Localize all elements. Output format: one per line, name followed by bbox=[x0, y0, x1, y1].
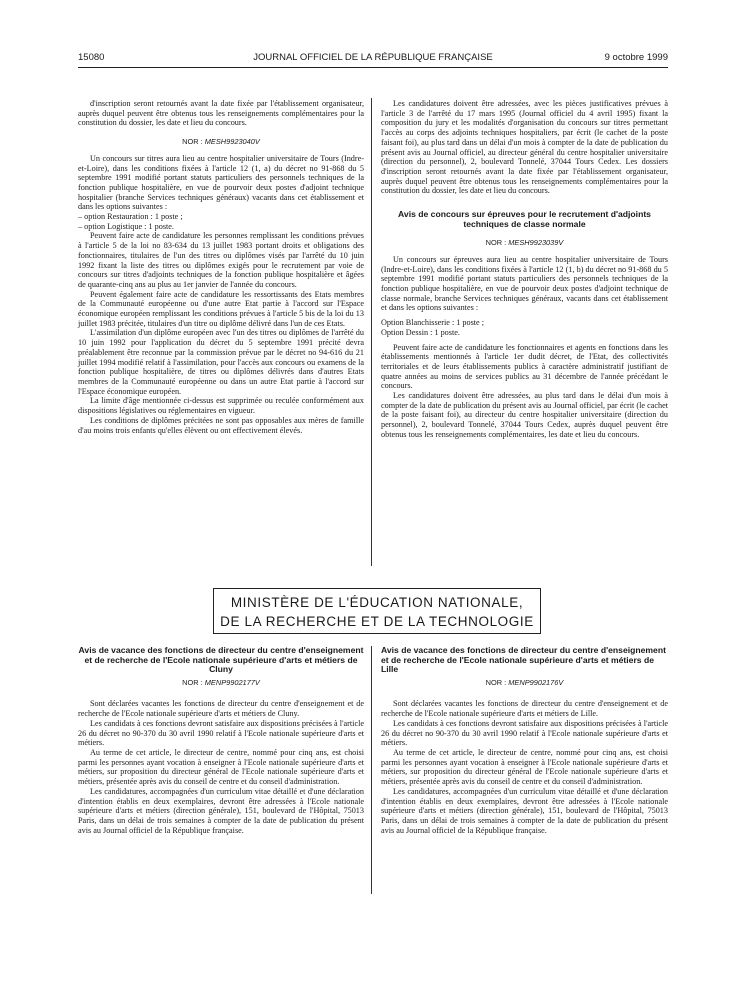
list-item: – option Logistique : 1 poste. bbox=[78, 221, 174, 231]
column-divider-top bbox=[371, 98, 372, 566]
right-column-bottom bbox=[381, 646, 668, 835]
nor-reference: NOR : MESH9923039V bbox=[485, 238, 564, 248]
body-paragraph: Les conditions de diplômes précitées ne sont pas opposables aux mères de famille d'au moins trois enfants qu'elles élèvent ou ont effectivement élevés. bbox=[78, 415, 364, 435]
ministry-line-2: DE LA RECHERCHE ET DE LA TECHNOLOGIE bbox=[220, 614, 534, 629]
body-paragraph: Au terme de cet article, le directeur de centre, nommé pour cinq ans, est choisi parmi les personnes ayant vocation à enseigner à l'Ecole nationale supérieure d'arts et métiers, sur proposition du directeur général de l'Ecole nationale supérieure d'arts et métiers, présentée après avis du conseil de centre et du conseil d'administration. bbox=[381, 748, 668, 787]
nor-code: MENP9902176V bbox=[508, 677, 564, 687]
left-column-top bbox=[78, 99, 364, 435]
nor-reference: NOR : MESH9923040V bbox=[182, 137, 260, 147]
body-paragraph: Les candidats à ces fonctions devront satisfaire aux dispositions précisées à l'article 26 du décret no 90-370 du 30 avril 1990 relatif à l'Ecole nationale supérieure d'arts et métiers. bbox=[381, 718, 668, 748]
body-paragraph: Sont déclarées vacantes les fonctions de directeur du centre d'enseignement et de recherche de l'Ecole nationale supérieure d'arts et métiers de Cluny. bbox=[78, 699, 364, 719]
intro-paragraph: Les candidatures doivent être adressées, avec les pièces justificatives prévues à l'article 3 de l'arrêté du 17 mars 1995 (Journal officiel du 4 avril 1995) fixant la composition du jury et les modalités d'organisation du concours sur titres permettant l'accès au corps des adjoints techniques hospitaliers, par écrit (le cachet de la poste faisant foi), au plus tard dans un délai d'un mois à compter de la date de publication du présent avis au Journal officiel, au directeur général du centre hospitalier universitaire (direction du personnel), 2, boulevard Tonnelé, 37044 Tours Cedex. Les dossiers d'inscription seront retournés avant la date fixée par l'établissement organisateur, auprès duquel peuvent être obtenus tous les renseignements complémentaires pour la constitution du dossier, les date et lieu du concours. bbox=[381, 99, 668, 196]
body-paragraph: Peuvent faire acte de candidature les personnes remplissant les conditions prévues à l'article 5 de la loi no 83-634 du 13 juillet 1983 portant droits et obligations des fonctionnaires, titulaires de l'un des titres ou diplômes visés par l'arrêté du 10 juin 1992 fixant la liste des titres ou diplômes exigés pour le recrutement par voie de concours sur titres d'adjoints techniques de la fonction publique hospitalière et âgées de quarante-cinq ans au plus au 1er janvier de l'année du concours. bbox=[78, 231, 364, 289]
issue-date: 9 octobre 1999 bbox=[604, 52, 668, 63]
section-title: Avis de vacance des fonctions de directeur du centre d'enseignement et de recherche de l'Ecole nationale supérieure d'arts et métiers de Cluny bbox=[78, 645, 364, 675]
body-paragraph: Les candidats à ces fonctions devront satisfaire aux dispositions précisées à l'article 26 du décret no 90-370 du 30 avril 1990 relatif à l'Ecole nationale supérieure d'arts et métiers. bbox=[78, 718, 364, 748]
list-item: – option Restauration : 1 poste ; bbox=[78, 212, 183, 222]
list-item: Option Blanchisserie : 1 poste ; bbox=[381, 318, 485, 328]
page-header bbox=[78, 52, 668, 66]
page-number: 15080 bbox=[78, 52, 105, 63]
body-paragraph: Les candidatures, accompagnées d'un curriculum vitae détaillé et d'une déclaration d'intention établis en deux exemplaires, devront être adressées à l'Ecole nationale supérieure d'arts et métiers (direction générale), 151, boulevard de l'Hôpital, 75013 Paris, dans un délai de trois semaines à compter de la date de publication du présent avis au Journal officiel de la République française. bbox=[78, 786, 364, 835]
body-paragraph: L'assimilation d'un diplôme européen avec l'un des titres ou diplômes de l'arrêté du 10 juin 1992 pour l'application du décret du 5 septembre 1991 précité devra préalablement être reconnue par la commission prévue par le décret no 94-616 du 21 juillet 1994 modifié relatif à l'assimilation, pour l'accès aux concours ou examens de la fonction publique hospitalière, de titres ou diplômes délivrés dans d'autres Etats membres de la Communauté européenne ou dans un autre Etat partie à l'accord sur l'Espace économique européen. bbox=[78, 328, 364, 396]
body-paragraph: Sont déclarées vacantes les fonctions de directeur du centre d'enseignement et de recherche de l'Ecole nationale supérieure d'arts et métiers de Lille. bbox=[381, 699, 668, 719]
journal-title: JOURNAL OFFICIEL DE LA RÉPUBLIQUE FRANÇAISE bbox=[253, 52, 493, 63]
nor-code: MENP9902177V bbox=[204, 677, 260, 687]
ministry-heading-box bbox=[213, 588, 541, 634]
nor-code: MESH9923040V bbox=[204, 137, 260, 147]
body-paragraph: Un concours sur épreuves aura lieu au centre hospitalier universitaire de Tours (Indre-et-Loire), dans les conditions fixées à l'article 12 (1, b) du décret no 91-868 du 5 septembre 1991 modifié portant statuts particuliers des personnels techniques de la fonction publique hospitalière, en vue de pourvoir deux postes d'adjoint technique de classe normale, branche Services techniques généraux, vacants dans cet établissement et dans les options suivantes : bbox=[381, 254, 668, 313]
header-rule bbox=[78, 67, 668, 68]
list-item: Option Dessin : 1 poste. bbox=[381, 327, 460, 337]
ministry-line-1: MINISTÈRE DE L'ÉDUCATION NATIONALE, bbox=[230, 595, 524, 610]
body-paragraph: Au terme de cet article, le directeur de centre, nommé pour cinq ans, est choisi parmi les personnes ayant vocation à enseigner à l'Ecole nationale supérieure d'arts et métiers, sur proposition du directeur général de l'Ecole nationale supérieure d'arts et métiers, présentée après avis du conseil de centre et du conseil d'administration. bbox=[78, 748, 364, 787]
nor-reference: NOR : MENP9902176V bbox=[485, 677, 564, 687]
nor-code: MESH9923039V bbox=[508, 238, 564, 248]
nor-reference: NOR : MENP9902177V bbox=[182, 677, 260, 687]
body-paragraph: Les candidatures doivent être adressées, au plus tard dans le délai d'un mois à compter de la date de publication du présent avis au Journal officiel, par écrit (le cachet de la poste faisant foi), au directeur du centre hospitalier universitaire (direction du personnel), 2, boulevard Tonnelé, 37044 Tours Cedex, auprès duquel peuvent être obtenus tous les renseignements complémentaires, les date et lieu du concours. bbox=[381, 391, 668, 439]
right-column-top bbox=[381, 99, 668, 440]
body-paragraph: Peuvent faire acte de candidature les fonctionnaires et agents en fonctions dans les établissements mentionnés à l'article 1er dudit décret, de l'Etat, des collectivités territoriales et de leurs établissements publics à caractère administratif justifiant de quatre années au moins de services publics au 31 décembre de l'année précédant le concours. bbox=[381, 342, 668, 391]
left-column-bottom bbox=[78, 646, 364, 835]
section-title: Avis de vacance des fonctions de directeur du centre d'enseignement et de recherche de l'Ecole nationale supérieure d'arts et métiers de Lille bbox=[381, 645, 666, 675]
body-paragraph: Un concours sur titres aura lieu au centre hospitalier universitaire de Tours (Indre-et-Loire), dans les conditions fixées à l'article 12 (1, a) du décret no 91-868 du 5 septembre 1991 modifié portant statuts particuliers des personnels techniques de la fonction publique hospitalière, en vue de pourvoir deux postes d'adjoint technique hospitalier (branche Services techniques généraux) vacants dans cet établissement et dans les options suivantes : bbox=[78, 153, 364, 212]
section-title: Avis de concours sur épreuves pour le recrutement d'adjoints techniques de classe normale bbox=[398, 209, 651, 229]
body-paragraph: Peuvent également faire acte de candidature les ressortissants des Etats membres de la Communauté européenne ou d'une autre Etat partie à l'accord sur l'Espace économique européen remplissant les conditions prévues à l'article 5 bis de la loi du 13 juillet 1983 précitée, titulaires d'un titre ou diplôme délivré dans l'un de ces Etats. bbox=[78, 289, 364, 328]
body-paragraph: Les candidatures, accompagnées d'un curriculum vitae détaillé et d'une déclaration d'intention établis en deux exemplaires, devront être adressées à l'Ecole nationale supérieure d'arts et métiers (direction générale), 151, boulevard de l'Hôpital, 75013 Paris, dans un délai de trois semaines à compter de la date de publication du présent avis au Journal officiel de la République française. bbox=[381, 786, 668, 835]
intro-paragraph: d'inscription seront retournés avant la date fixée par l'établissement organisateur, auprès duquel peuvent être obtenus tous les renseignements complémentaires pour la constitution du dossier, les date et lieu du concours. bbox=[78, 99, 364, 128]
column-divider-bottom bbox=[371, 646, 372, 894]
body-paragraph: La limite d'âge mentionnée ci-dessus est supprimée ou reculée conformément aux dispositions législatives ou réglementaires en vigueur. bbox=[78, 396, 364, 416]
